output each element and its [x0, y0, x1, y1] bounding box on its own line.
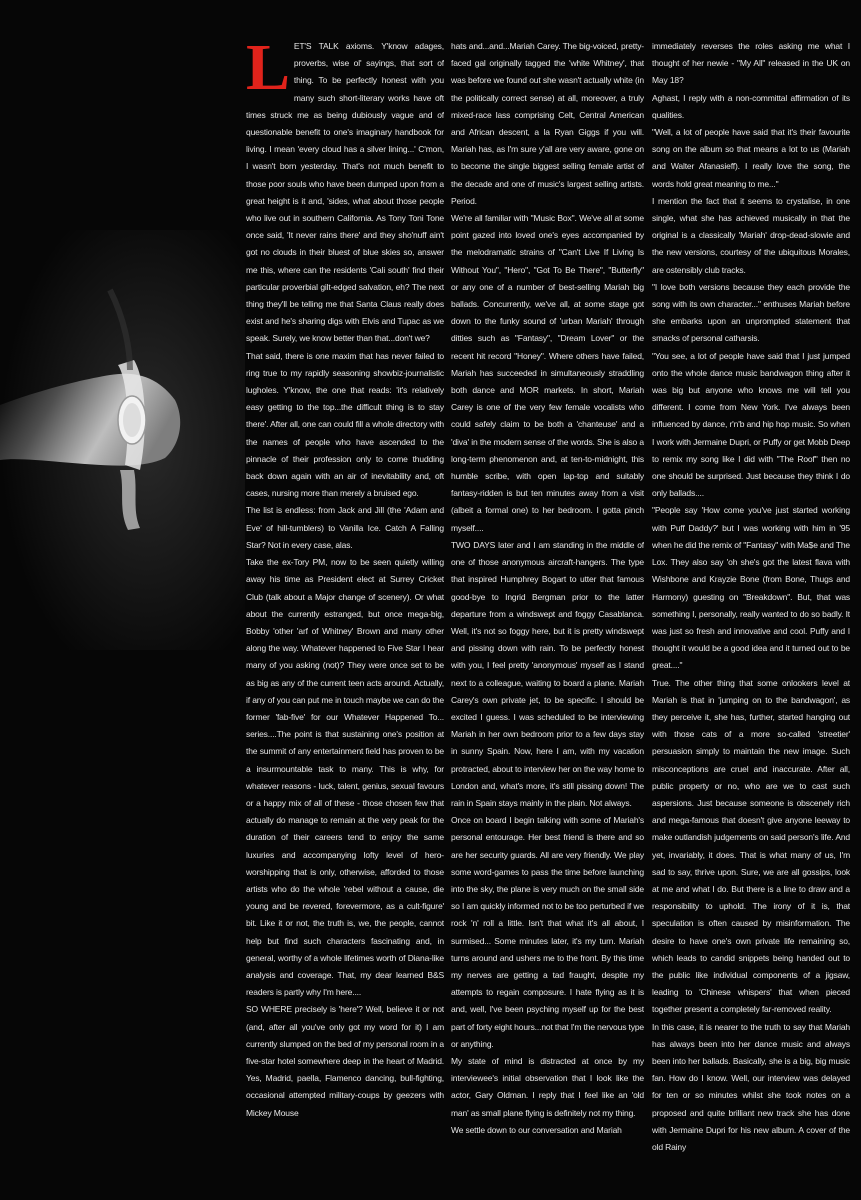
paragraph: "I love both versions because they each provide the song with its own character..." enthuses Mariah before she embarks upon an unprompted statement that smacks of personal catharsis.: [652, 281, 850, 344]
paragraph: hats and...and...Mariah Carey. The big-voiced, pretty-faced gal originally tagged the 'white Whitney', that was before we found out she wasn't actually white (in the politically correct sense) at all, moreover, a truly mixed-race lass comprising Celt, Central American and African descent, a la Ryan Giggs if you will. Mariah has, as I'm sure y'all are very aware, gone on to become the single biggest selling female artist of the decade and one of music's largest selling artists. Period.: [451, 41, 644, 206]
paragraph: I mention the fact that it seems to crystalise, in one single, what she has achieved musically in that the original is a classically 'Mariah' drop-dead-slowie and the new versions, courtesy of the ubiquitous Morales, are ostensibly club tracks.: [652, 195, 850, 275]
paragraph: immediately reverses the roles asking me what I thought of her newie - "My All" released in the UK on May 18?: [652, 41, 850, 86]
paragraph: SO WHERE precisely is 'here'? Well, believe it or not (and, after all you've only got my word for it) I am currently slumped on the bed of my personal room in a five-star hotel somewhere deep in the heart of Madrid. Yes, Madrid, paella, Flamenco dancing, bull-fighting, occasional attempted military-coups by geezers with Mickey Mouse: [246, 1004, 444, 1118]
paragraph: "People say 'How come you've just started working with Puff Daddy?' but I was working with him in '95 when he did the remix of "Fantasy" with Ma$e and The Lox. They also say 'oh she's got the latest flava with Wishbone and Krayzie Bone (from Bone, Thugs and Harmony) guesting on "Breakdown". But, that was something I, personally, really wanted to do so badly. It was just so fresh and innovative and cool. Puffy and I thought it would be a good idea and it turned out to be great....": [652, 505, 850, 671]
article-column-3: [652, 38, 850, 1163]
paragraph: The list is endless: from Jack and Jill (the 'Adam and Eve' of hill-tumblers) to Vanilla Ice. Catch A Falling Star? Not in every case, alas.: [246, 505, 444, 550]
paragraph: We're all familiar with "Music Box". We've all at some point gazed into loved one's eyes accompanied by the melodramatic strains of "Can't Live If Living Is Without You", "Hero", "Got To Be There", "Butterfly" or any one of a number of best-selling Mariah big ballads. Concurrently, we've all, at some stage got down to the funky sound of 'urban Mariah' through ditties such as "Fantasy", "Dream Lover" or the recent hit record "Honey". Where others have failed, Mariah has succeeded in simultaneously straddling both dance and MOR markets. In short, Mariah Carey is one of the very few female vocalists who could safely claim to be both a 'chanteuse' and a 'diva' in the modern sense of the words. She is also a long-term phenomenon and, at ten-to-midnight, this humble scribe, with open lap-top and suitably fantasy-ridden is but ten minutes away from a visit (albeit a formal one) to her bedroom. I gotta pinch myself....: [451, 213, 644, 533]
paragraph: "You see, a lot of people have said that I just jumped onto the whole dance music bandwagon thing after it was big but anyone who knows me will tell you different. I come from New York. I've always been influenced by dance, r'n'b and hip hop music. So when I work with Jermaine Dupri, or Puffy or get Mobb Deep to remix my song like I did with "The Roof" then no one should be surprised. Just because they think I do only ballads....: [652, 350, 850, 499]
paragraph: That said, there is one maxim that has never failed to ring true to my rapidly seasoning showbiz-journalistic lugholes. Y'know, the one that reads: 'it's relatively easy getting to the top...the difficult thing is to stay there'. After all, one can could fill a whole directory with the names of people who have ascended to the pinnacle of their profession only to come thudding back down again with an air of inevitability and, oft cases, nursing more than merely a bruised ego.: [246, 350, 444, 499]
paragraph: True. The other thing that some onlookers level at Mariah is that in 'jumping on to the bandwagon', as they perceive it, she has, further, started hanging out with those cats of a more so-called 'streetier' persuasion simply to maintain the new image. Such misconceptions are cruel and inaccurate. After all, public property or no, who are we to cast such aspersions. Just because someone is obscenely rich and mega-famous that doesn't give anyone leeway to make outlandish judgements on said person's life. And yet, invariably, it does. That is what many of us, I'm sad to say, thrive upon. Sure, we are all gossips, look at me and what I do. But there is a line to draw and a responsibility to uphold. The irony of it is, that speculation is often caused by misinformation. The desire to have one's own private life remaining so, which leads to candid snippets being handed out to the public like individual components of a jigsaw, leading to 'Chinese whispers' that when pieced together present a completely far-removed reality.: [652, 677, 850, 1015]
paragraph: My state of mind is distracted at once by my interviewee's initial observation that I look like the actor, Gary Oldman. I reply that I feel like an 'old man' as small plane flying is definitely not my thing.: [451, 1055, 644, 1118]
paragraph: Aghast, I reply with a non-committal affirmation of its qualities.: [652, 92, 850, 120]
paragraph: TWO DAYS later and I am standing in the middle of one of those anonymous aircraft-hangers. The type that inspired Humphrey Bogart to utter that famous good-bye to Ingrid Bergman prior to the latter departure from a windswept and foggy Casablanca. Well, it's not so foggy here, but it is pretty windswept and pissing down with rain. To be perfectly honest with you, I feel pretty 'anonymous' myself as I stand next to a colleague, waiting to board a plane. Mariah Carey's own private jet, to be specific. I should be excited I guess. I was scheduled to be interviewing Mariah in her own bedroom prior to a few days stay in sunny Spain. Now, here I am, with my vacation protracted, about to interview her on the way home to London and, what's more, it's still pissing down! The rain in Spain stays mainly in the plain. Not always.: [451, 539, 644, 808]
article-column-1: [246, 38, 444, 1163]
paragraph: Take the ex-Tory PM, now to be seen quietly willing away his time as President elect at Surrey Cricket Club (talk about a Major change of scenery). Or what about the currently estranged, but once mega-big, Bobby 'other 'arf of Whitney' Brown and many other along the way. Whatever happened to Five Star I hear many of you asking (not)? They were once set to be as big as any of the current teen acts around. Actually, if any of you can put me in touch maybe we can do the former 'fab-five' for our Whatever Happened To... series....The point is that sustaining one's position at the summit of any entertainment field has proven to be a insurmountable task to many. This is why, for whatever reasons - luck, talent, genius, sexual favours or a happy mix of all of these - those chosen few that actually do manage to remain at the very peak for the duration of their careers tend to enjoy the same luxuries and accompanying lofty level of hero-worshipping that is only, otherwise, afforded to those artists who do the whole 'rebel without a cause, die young and be revered, forevermore, as a cult-figure' bit. Like it or not, the truth is, we, the people, cannot help but find such characters fascinating and, in general, worthy of a whole lifetimes worth of Diana-like analysis and coverage. That, my dear learned B&S readers is partly why I'm here....: [246, 557, 444, 998]
drop-cap: L: [246, 38, 290, 104]
paragraph: "Well, a lot of people have said that it's their favourite song on the album so that means a lot to us (Mariah and Walter Afanasieff). I really love the song, the words hold great meaning to me...": [652, 127, 850, 189]
paragraph: In this case, it is nearer to the truth to say that Mariah has always been into her dance music and always been into her ballads. Basically, she is a big, big music fan. How do I know. Well, our interview was delayed for ten or so minutes whilst she took notes on a proposed and quite brilliant new track she has done with Jermaine Dupri for his new album. A cover of the old Rainy: [652, 1021, 850, 1152]
article-column-2: [451, 38, 644, 1163]
paragraph: We settle down to our conversation and Mariah: [451, 1124, 622, 1135]
paragraph: Once on board I begin talking with some of Mariah's personal entourage. Her best friend is there and so are her security guards. All are very friendly. We play some word-games to pass the time before launching into the sky, the plane is very much on the small side so I am quickly informed not to be too perturbed if we rock 'n' roll a little. Isn't that what it's all about, I surmised... Some minutes later, it's my turn. Mariah turns around and ushers me to the front. By this time my nerves are getting a tad fraught, despite my attempts to regain composure. I hate flying as it is and, well, I've been psyching myself up for the best part of forty eight hours...not that I'm the nervous type or anything.: [451, 815, 644, 1049]
paragraph: ET'S TALK axioms. Y'know adages, proverbs, wise ol' sayings, that sort of thing. To be perfectly honest with you many such short-literary works have oft times struck me as being dubiously vague and of questionable benefit to one's imaginary handbook for living. I mean 'every cloud has a silver lining...' C'mon, I wasn't born yesterday. That's not much benefit to those poor souls who have been dumped upon from a great height is it and, 'sides, what about those people who live out in southern California. As Tony Toni Tone once said, 'It never rains there' and they sho'nuff ain't got no clouds in their bluest of blue skies so, answer me this, where can the residents 'Cali south' find their particular proverbial gilt-edged salvation, eh? The next thing they'll be telling me that Santa Claus really does exist and he's sharing digs with Elvis and Tupac as we speak. Surely, we know better than that...don't we?: [246, 41, 444, 344]
arm-with-wristwatch-photo: [0, 230, 245, 650]
